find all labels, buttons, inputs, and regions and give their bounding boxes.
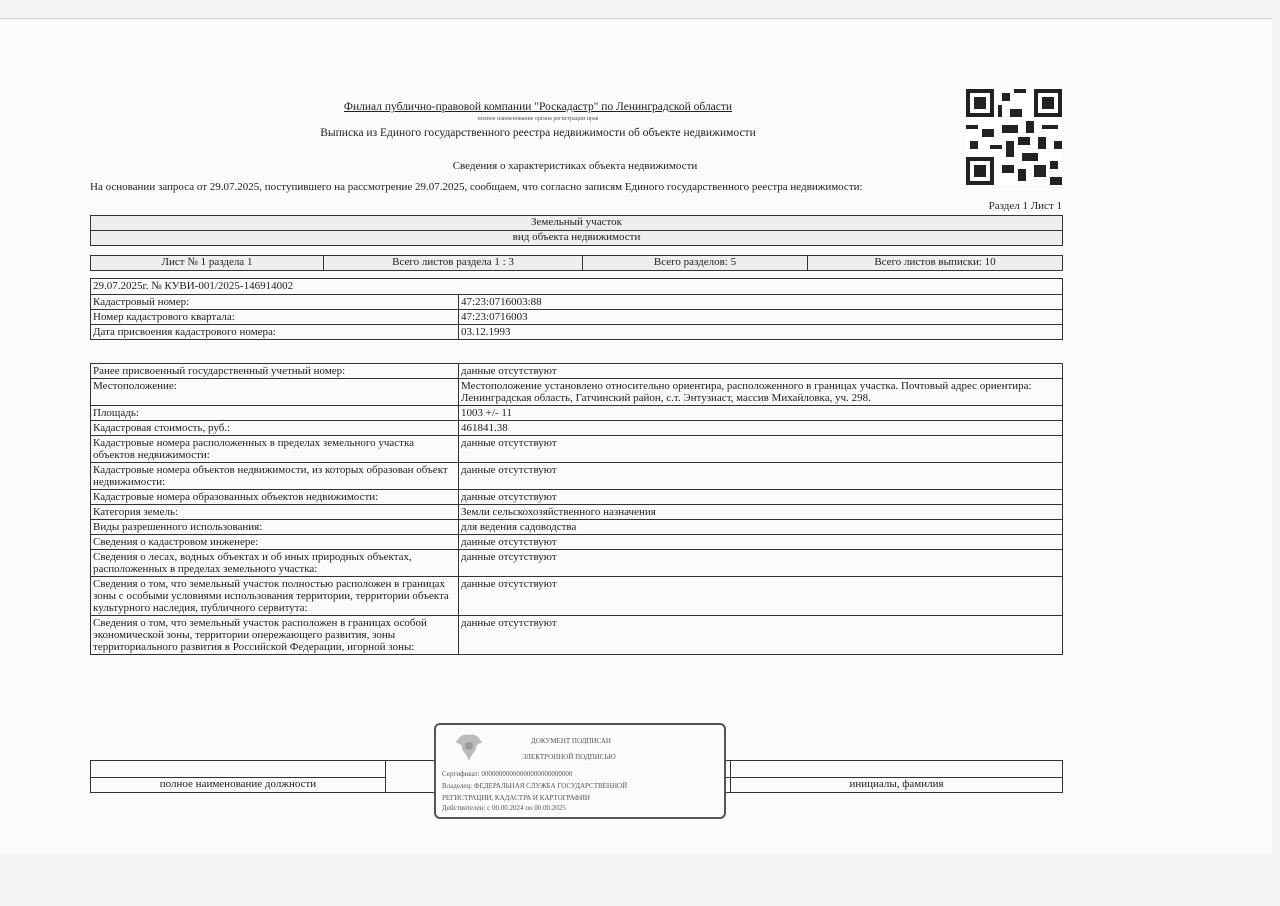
stamp-line: ЭЛЕКТРОННОЙ ПОДПИСЬЮ (522, 753, 616, 761)
electronic-signature-stamp (434, 723, 726, 819)
cadastral-quarter: 47:23:0716003 (459, 310, 1063, 325)
row-label: Кадастровая стоимость, руб.: (91, 421, 459, 436)
stamp-owner: Владелец: ФЕДЕРАЛЬНАЯ СЛУЖБА ГОСУДАРСТВЕННОЙ (442, 782, 628, 790)
table-row (91, 436, 1063, 463)
row-label: Виды разрешенного использования: (91, 520, 459, 535)
table-row (91, 463, 1063, 490)
row-value: 461841.38 (459, 421, 1063, 436)
row-label: Сведения о том, что земельный участок полностью расположен в границах зоны с особыми условиями использования территории, территории объекта культурного наследия, публичного сервитута: (91, 577, 459, 616)
table-row (91, 364, 1063, 379)
object-type-table (90, 215, 1063, 246)
row-value: данные отсутствуют (459, 436, 1063, 463)
field-label: Номер кадастрового квартала: (91, 310, 459, 325)
cadastral-date: 03.12.1993 (459, 325, 1063, 340)
row-label: Сведения о кадастровом инженере: (91, 535, 459, 550)
organization-name: Филиал публично-правовой компании "Роскадастр" по Ленинградской области (343, 101, 733, 113)
organization-caption: полное наименование органа регистрации прав (477, 116, 599, 122)
row-label: Площадь: (91, 406, 459, 421)
table-row (91, 577, 1063, 616)
table-row (91, 520, 1063, 535)
row-label: Сведения о лесах, водных объектах и об иных природных объектах, расположенных в пределах земельного участка: (91, 550, 459, 577)
coat-of-arms-icon (452, 731, 486, 765)
row-label: Кадастровые номера расположенных в пределах земельного участка объектов недвижимости: (91, 436, 459, 463)
object-type: Земельный участок (91, 216, 1063, 231)
table-row (91, 505, 1063, 520)
row-value: для ведения садоводства (459, 520, 1063, 535)
table-row (91, 490, 1063, 505)
row-value: Земли сельскохозяйственного назначения (459, 505, 1063, 520)
field-label: Дата присвоения кадастрового номера: (91, 325, 459, 340)
row-value: данные отсутствуют (459, 535, 1063, 550)
table-row (91, 406, 1063, 421)
row-value: данные отсутствуют (459, 364, 1063, 379)
document-subtitle: Сведения о характеристиках объекта недвижимости (452, 160, 698, 172)
table-row (91, 616, 1063, 655)
row-value: данные отсутствуют (459, 616, 1063, 655)
row-label: Кадастровые номера объектов недвижимости, из которых образован объект недвижимости: (91, 463, 459, 490)
row-label: Ранее присвоенный государственный учетный номер: (91, 364, 459, 379)
object-type-caption: вид объекта недвижимости (91, 231, 1063, 246)
row-label: Местоположение: (91, 379, 459, 406)
stamp-validity: Действителен: с 00.00.2024 по 00.00.2025 (442, 804, 566, 812)
row-value: данные отсутствуют (459, 490, 1063, 505)
table-row (91, 379, 1063, 406)
section-label: Раздел 1 Лист 1 (988, 200, 1062, 212)
basis-text: На основании запроса от 29.07.2025, поступившего на рассмотрение 29.07.2025, сообщаем, что согласно записям Единого государственного реестра недвижимости: (90, 181, 863, 193)
row-value: данные отсутствуют (459, 550, 1063, 577)
table-row (91, 421, 1063, 436)
table-row (91, 550, 1063, 577)
main-fields-table (90, 278, 1063, 340)
row-label: Кадастровые номера образованных объектов недвижимости: (91, 490, 459, 505)
record-id: 29.07.2025г. № КУВИ-001/2025-146914002 (91, 279, 1063, 295)
sheet-info-table (90, 255, 1063, 271)
table-row (91, 535, 1063, 550)
row-value: Местоположение установлено относительно ориентира, расположенного в границах участка. Почтовый адрес ориентира: Ленинградская область, Гатчинский район, с.т. Энтузиаст, массив Михайловка, уч. 298. (459, 379, 1063, 406)
stamp-line: ДОКУМЕНТ ПОДПИСАН (531, 737, 611, 745)
position-caption: полное наименование должности (91, 778, 386, 793)
row-label: Категория земель: (91, 505, 459, 520)
cadastral-number: 47:23:0716003:88 (459, 295, 1063, 310)
details-table (90, 363, 1063, 655)
row-label: Сведения о том, что земельный участок расположен в границах особой экономической зоны, территории опережающего развития, зоны территориального развития в Российской Федерации, игорной зоны: (91, 616, 459, 655)
document-title: Выписка из Единого государственного реестра недвижимости об объекте недвижимости (320, 127, 756, 139)
section-sheets-total: Всего листов раздела 1 : 3 (324, 256, 583, 271)
qr-code (966, 89, 1062, 185)
row-value: 1003 +/- 11 (459, 406, 1063, 421)
extract-sheets-total: Всего листов выписки: 10 (808, 256, 1063, 271)
name-caption: инициалы, фамилия (731, 778, 1063, 793)
stamp-certificate: Сертификат: 00000000000000000000000000 (442, 770, 573, 778)
row-value: данные отсутствуют (459, 463, 1063, 490)
field-label: Кадастровый номер: (91, 295, 459, 310)
row-value: данные отсутствуют (459, 577, 1063, 616)
sections-total: Всего разделов: 5 (583, 256, 808, 271)
stamp-owner: РЕГИСТРАЦИИ, КАДАСТРА И КАРТОГРАФИИ (442, 794, 590, 802)
sheet-number: Лист № 1 раздела 1 (91, 256, 324, 271)
